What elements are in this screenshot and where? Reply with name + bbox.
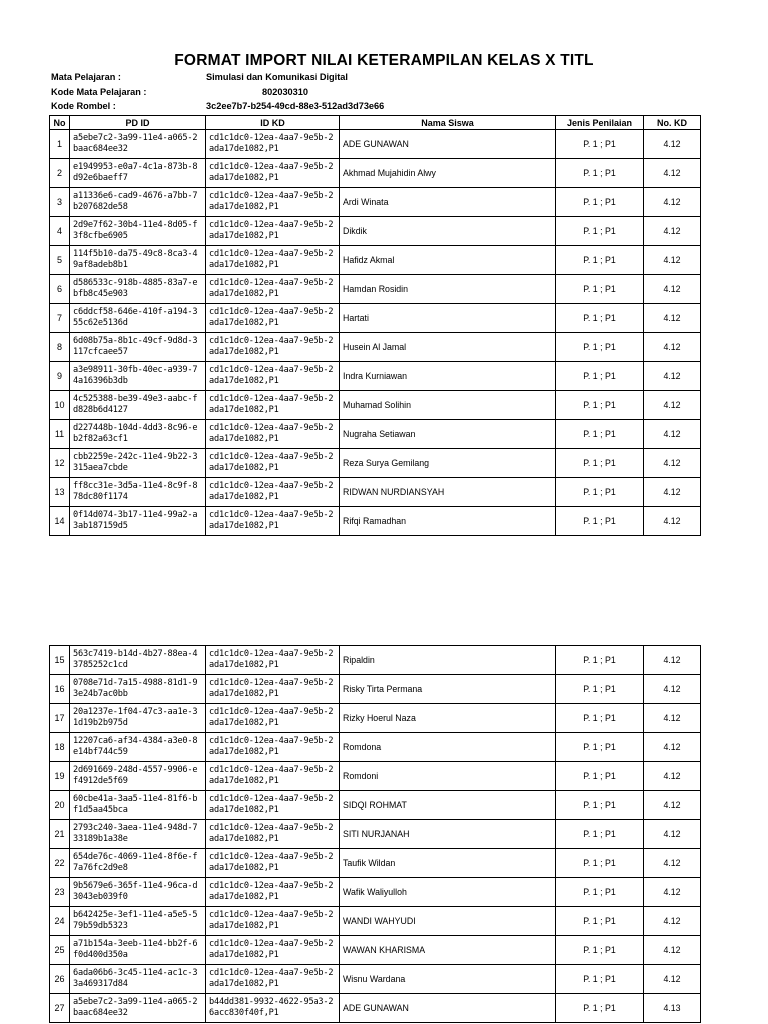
table-row bbox=[50, 130, 701, 159]
mapel-label: Mata Pelajaran : bbox=[51, 72, 121, 82]
nama-siswa-cell: ADE GUNAWAN bbox=[340, 994, 556, 1023]
pd-id-cell: 654de76c-4069-11e4-8f6e-f7a76fc2d9e8 bbox=[70, 849, 206, 878]
pd-id-cell: 563c7419-b14d-4b27-88ea-43785252c1cd bbox=[70, 646, 206, 675]
pd-id-cell: 6ada06b6-3c45-11e4-ac1c-33a469317d84 bbox=[70, 965, 206, 994]
nama-siswa-cell: Indra Kurniawan bbox=[340, 362, 556, 391]
no-kd-cell: 4.12 bbox=[644, 188, 701, 217]
id-kd-cell: cd1c1dc0-12ea-4aa7-9e5b-2ada17de1082,P1 bbox=[206, 420, 340, 449]
id-kd-cell: cd1c1dc0-12ea-4aa7-9e5b-2ada17de1082,P1 bbox=[206, 820, 340, 849]
no-kd-cell: 4.12 bbox=[644, 217, 701, 246]
id-kd-cell: cd1c1dc0-12ea-4aa7-9e5b-2ada17de1082,P1 bbox=[206, 275, 340, 304]
pd-id-cell: 6d08b75a-8b1c-49cf-9d8d-3117cfcaee57 bbox=[70, 333, 206, 362]
row-number: 9 bbox=[50, 362, 70, 391]
table-row bbox=[50, 820, 701, 849]
header-no-kd: No. KD bbox=[644, 116, 701, 130]
table-row bbox=[50, 159, 701, 188]
nama-siswa-cell: Husein Al Jamal bbox=[340, 333, 556, 362]
pd-id-cell: a71b154a-3eeb-11e4-bb2f-6f0d400d350a bbox=[70, 936, 206, 965]
table-row bbox=[50, 304, 701, 333]
row-number: 7 bbox=[50, 304, 70, 333]
row-number: 4 bbox=[50, 217, 70, 246]
jenis-penilaian-cell: P. 1 ; P1 bbox=[556, 304, 644, 333]
id-kd-cell: b44dd381-9932-4622-95a3-26acc830f40f,P1 bbox=[206, 994, 340, 1023]
no-kd-cell: 4.12 bbox=[644, 304, 701, 333]
pd-id-cell: a3e98911-30fb-40ec-a939-74a16396b3db bbox=[70, 362, 206, 391]
row-number: 23 bbox=[50, 878, 70, 907]
id-kd-cell: cd1c1dc0-12ea-4aa7-9e5b-2ada17de1082,P1 bbox=[206, 159, 340, 188]
jenis-penilaian-cell: P. 1 ; P1 bbox=[556, 965, 644, 994]
pd-id-cell: 2d9e7f62-30b4-11e4-8d05-f3f8cfbe6905 bbox=[70, 217, 206, 246]
no-kd-cell: 4.12 bbox=[644, 246, 701, 275]
pd-id-cell: d227448b-104d-4dd3-8c96-eb2f82a63cf1 bbox=[70, 420, 206, 449]
row-number: 20 bbox=[50, 791, 70, 820]
row-number: 12 bbox=[50, 449, 70, 478]
nama-siswa-cell: SIDQI ROHMAT bbox=[340, 791, 556, 820]
no-kd-cell: 4.12 bbox=[644, 275, 701, 304]
jenis-penilaian-cell: P. 1 ; P1 bbox=[556, 878, 644, 907]
row-number: 18 bbox=[50, 733, 70, 762]
nama-siswa-cell: Akhmad Mujahidin Alwy bbox=[340, 159, 556, 188]
no-kd-cell: 4.12 bbox=[644, 333, 701, 362]
nama-siswa-cell: Nugraha Setiawan bbox=[340, 420, 556, 449]
header-no: No bbox=[50, 116, 70, 130]
jenis-penilaian-cell: P. 1 ; P1 bbox=[556, 994, 644, 1023]
table-row bbox=[50, 275, 701, 304]
id-kd-cell: cd1c1dc0-12ea-4aa7-9e5b-2ada17de1082,P1 bbox=[206, 478, 340, 507]
id-kd-cell: cd1c1dc0-12ea-4aa7-9e5b-2ada17de1082,P1 bbox=[206, 733, 340, 762]
no-kd-cell: 4.12 bbox=[644, 878, 701, 907]
nama-siswa-cell: Rizky Hoerul Naza bbox=[340, 704, 556, 733]
jenis-penilaian-cell: P. 1 ; P1 bbox=[556, 188, 644, 217]
table-row bbox=[50, 907, 701, 936]
grades-table-page2 bbox=[49, 645, 701, 1023]
id-kd-cell: cd1c1dc0-12ea-4aa7-9e5b-2ada17de1082,P1 bbox=[206, 130, 340, 159]
table-row bbox=[50, 188, 701, 217]
nama-siswa-cell: Romdona bbox=[340, 733, 556, 762]
jenis-penilaian-cell: P. 1 ; P1 bbox=[556, 449, 644, 478]
id-kd-cell: cd1c1dc0-12ea-4aa7-9e5b-2ada17de1082,P1 bbox=[206, 849, 340, 878]
id-kd-cell: cd1c1dc0-12ea-4aa7-9e5b-2ada17de1082,P1 bbox=[206, 791, 340, 820]
id-kd-cell: cd1c1dc0-12ea-4aa7-9e5b-2ada17de1082,P1 bbox=[206, 188, 340, 217]
jenis-penilaian-cell: P. 1 ; P1 bbox=[556, 907, 644, 936]
kode-mapel-value: 802030310 bbox=[262, 87, 308, 97]
table-row bbox=[50, 246, 701, 275]
header-id-kd: ID KD bbox=[206, 116, 340, 130]
row-number: 25 bbox=[50, 936, 70, 965]
kode-rombel-value: 3c2ee7b7-b254-49cd-88e3-512ad3d73e66 bbox=[206, 101, 385, 111]
row-number: 26 bbox=[50, 965, 70, 994]
pd-id-cell: 12207ca6-af34-4384-a3e0-8e14bf744c59 bbox=[70, 733, 206, 762]
jenis-penilaian-cell: P. 1 ; P1 bbox=[556, 820, 644, 849]
jenis-penilaian-cell: P. 1 ; P1 bbox=[556, 936, 644, 965]
no-kd-cell: 4.12 bbox=[644, 907, 701, 936]
jenis-penilaian-cell: P. 1 ; P1 bbox=[556, 675, 644, 704]
jenis-penilaian-cell: P. 1 ; P1 bbox=[556, 478, 644, 507]
no-kd-cell: 4.12 bbox=[644, 762, 701, 791]
pd-id-cell: 4c525388-be39-49e3-aabc-fd828b6d4127 bbox=[70, 391, 206, 420]
no-kd-cell: 4.12 bbox=[644, 675, 701, 704]
row-number: 16 bbox=[50, 675, 70, 704]
table-row bbox=[50, 478, 701, 507]
nama-siswa-cell: Wafik Waliyulloh bbox=[340, 878, 556, 907]
jenis-penilaian-cell: P. 1 ; P1 bbox=[556, 704, 644, 733]
table-header-row bbox=[50, 116, 701, 130]
jenis-penilaian-cell: P. 1 ; P1 bbox=[556, 275, 644, 304]
table-row bbox=[50, 333, 701, 362]
table-row bbox=[50, 675, 701, 704]
row-number: 24 bbox=[50, 907, 70, 936]
table-row bbox=[50, 791, 701, 820]
no-kd-cell: 4.12 bbox=[644, 733, 701, 762]
nama-siswa-cell: Ripaldin bbox=[340, 646, 556, 675]
table-row bbox=[50, 849, 701, 878]
table-row bbox=[50, 507, 701, 536]
row-number: 27 bbox=[50, 994, 70, 1023]
pd-id-cell: d586533c-918b-4885-83a7-ebfb8c45e903 bbox=[70, 275, 206, 304]
mapel-value: Simulasi dan Komunikasi Digital bbox=[206, 72, 348, 82]
table-row bbox=[50, 217, 701, 246]
jenis-penilaian-cell: P. 1 ; P1 bbox=[556, 159, 644, 188]
pd-id-cell: 0708e71d-7a15-4988-81d1-93e24b7ac0bb bbox=[70, 675, 206, 704]
jenis-penilaian-cell: P. 1 ; P1 bbox=[556, 217, 644, 246]
pd-id-cell: a5ebe7c2-3a99-11e4-a065-2baac684ee32 bbox=[70, 994, 206, 1023]
row-number: 14 bbox=[50, 507, 70, 536]
nama-siswa-cell: ADE GUNAWAN bbox=[340, 130, 556, 159]
kode-mapel-label: Kode Mata Pelajaran : bbox=[51, 87, 147, 97]
no-kd-cell: 4.12 bbox=[644, 449, 701, 478]
nama-siswa-cell: Hafidz Akmal bbox=[340, 246, 556, 275]
row-number: 17 bbox=[50, 704, 70, 733]
id-kd-cell: cd1c1dc0-12ea-4aa7-9e5b-2ada17de1082,P1 bbox=[206, 907, 340, 936]
nama-siswa-cell: Hartati bbox=[340, 304, 556, 333]
row-number: 2 bbox=[50, 159, 70, 188]
no-kd-cell: 4.13 bbox=[644, 994, 701, 1023]
id-kd-cell: cd1c1dc0-12ea-4aa7-9e5b-2ada17de1082,P1 bbox=[206, 449, 340, 478]
table-row bbox=[50, 704, 701, 733]
id-kd-cell: cd1c1dc0-12ea-4aa7-9e5b-2ada17de1082,P1 bbox=[206, 762, 340, 791]
nama-siswa-cell: Muhamad Solihin bbox=[340, 391, 556, 420]
jenis-penilaian-cell: P. 1 ; P1 bbox=[556, 507, 644, 536]
nama-siswa-cell: WANDI WAHYUDI bbox=[340, 907, 556, 936]
nama-siswa-cell: Dikdik bbox=[340, 217, 556, 246]
pd-id-cell: 2d691669-248d-4557-9906-ef4912de5f69 bbox=[70, 762, 206, 791]
row-number: 13 bbox=[50, 478, 70, 507]
pd-id-cell: cbb2259e-242c-11e4-9b22-3315aea7cbde bbox=[70, 449, 206, 478]
table-row bbox=[50, 878, 701, 907]
no-kd-cell: 4.12 bbox=[644, 420, 701, 449]
nama-siswa-cell: Hamdan Rosidin bbox=[340, 275, 556, 304]
pd-id-cell: e1949953-e0a7-4c1a-873b-8d92e6baeff7 bbox=[70, 159, 206, 188]
table-row bbox=[50, 936, 701, 965]
no-kd-cell: 4.12 bbox=[644, 965, 701, 994]
no-kd-cell: 4.12 bbox=[644, 849, 701, 878]
header-pd-id: PD ID bbox=[70, 116, 206, 130]
row-number: 1 bbox=[50, 130, 70, 159]
table-body bbox=[50, 646, 701, 1023]
pd-id-cell: ff8cc31e-3d5a-11e4-8c9f-878dc80f1174 bbox=[70, 478, 206, 507]
pd-id-cell: a11336e6-cad9-4676-a7bb-7b207682de58 bbox=[70, 188, 206, 217]
row-number: 10 bbox=[50, 391, 70, 420]
id-kd-cell: cd1c1dc0-12ea-4aa7-9e5b-2ada17de1082,P1 bbox=[206, 304, 340, 333]
nama-siswa-cell: Reza Surya Gemilang bbox=[340, 449, 556, 478]
no-kd-cell: 4.12 bbox=[644, 936, 701, 965]
row-number: 6 bbox=[50, 275, 70, 304]
kode-rombel-label: Kode Rombel : bbox=[51, 101, 116, 111]
table-row bbox=[50, 449, 701, 478]
pd-id-cell: a5ebe7c2-3a99-11e4-a065-2baac684ee32 bbox=[70, 130, 206, 159]
id-kd-cell: cd1c1dc0-12ea-4aa7-9e5b-2ada17de1082,P1 bbox=[206, 507, 340, 536]
row-number: 3 bbox=[50, 188, 70, 217]
id-kd-cell: cd1c1dc0-12ea-4aa7-9e5b-2ada17de1082,P1 bbox=[206, 965, 340, 994]
table-row bbox=[50, 391, 701, 420]
jenis-penilaian-cell: P. 1 ; P1 bbox=[556, 420, 644, 449]
id-kd-cell: cd1c1dc0-12ea-4aa7-9e5b-2ada17de1082,P1 bbox=[206, 246, 340, 275]
nama-siswa-cell: Romdoni bbox=[340, 762, 556, 791]
jenis-penilaian-cell: P. 1 ; P1 bbox=[556, 246, 644, 275]
no-kd-cell: 4.12 bbox=[644, 159, 701, 188]
nama-siswa-cell: Taufik Wildan bbox=[340, 849, 556, 878]
nama-siswa-cell: RIDWAN NURDIANSYAH bbox=[340, 478, 556, 507]
jenis-penilaian-cell: P. 1 ; P1 bbox=[556, 791, 644, 820]
jenis-penilaian-cell: P. 1 ; P1 bbox=[556, 391, 644, 420]
nama-siswa-cell: Wisnu Wardana bbox=[340, 965, 556, 994]
jenis-penilaian-cell: P. 1 ; P1 bbox=[556, 733, 644, 762]
row-number: 15 bbox=[50, 646, 70, 675]
table-row bbox=[50, 420, 701, 449]
table-row bbox=[50, 646, 701, 675]
row-number: 11 bbox=[50, 420, 70, 449]
grades-table-page1 bbox=[49, 115, 701, 536]
row-number: 22 bbox=[50, 849, 70, 878]
id-kd-cell: cd1c1dc0-12ea-4aa7-9e5b-2ada17de1082,P1 bbox=[206, 217, 340, 246]
id-kd-cell: cd1c1dc0-12ea-4aa7-9e5b-2ada17de1082,P1 bbox=[206, 675, 340, 704]
jenis-penilaian-cell: P. 1 ; P1 bbox=[556, 646, 644, 675]
nama-siswa-cell: WAWAN KHARISMA bbox=[340, 936, 556, 965]
id-kd-cell: cd1c1dc0-12ea-4aa7-9e5b-2ada17de1082,P1 bbox=[206, 391, 340, 420]
no-kd-cell: 4.12 bbox=[644, 130, 701, 159]
page-title: FORMAT IMPORT NILAI KETERAMPILAN KELAS X TITL bbox=[174, 52, 594, 69]
nama-siswa-cell: Risky Tirta Permana bbox=[340, 675, 556, 704]
id-kd-cell: cd1c1dc0-12ea-4aa7-9e5b-2ada17de1082,P1 bbox=[206, 333, 340, 362]
table-row bbox=[50, 762, 701, 791]
id-kd-cell: cd1c1dc0-12ea-4aa7-9e5b-2ada17de1082,P1 bbox=[206, 646, 340, 675]
row-number: 19 bbox=[50, 762, 70, 791]
pd-id-cell: 114f5b10-da75-49c8-8ca3-49af8adeb8b1 bbox=[70, 246, 206, 275]
table-row bbox=[50, 733, 701, 762]
jenis-penilaian-cell: P. 1 ; P1 bbox=[556, 130, 644, 159]
no-kd-cell: 4.12 bbox=[644, 391, 701, 420]
table-row bbox=[50, 965, 701, 994]
pd-id-cell: 60cbe41a-3aa5-11e4-81f6-bf1d5aa45bca bbox=[70, 791, 206, 820]
jenis-penilaian-cell: P. 1 ; P1 bbox=[556, 362, 644, 391]
header-jenis-penilaian: Jenis Penilaian bbox=[556, 116, 644, 130]
pd-id-cell: b642425e-3ef1-11e4-a5e5-579b59db5323 bbox=[70, 907, 206, 936]
no-kd-cell: 4.12 bbox=[644, 791, 701, 820]
row-number: 5 bbox=[50, 246, 70, 275]
id-kd-cell: cd1c1dc0-12ea-4aa7-9e5b-2ada17de1082,P1 bbox=[206, 878, 340, 907]
pd-id-cell: 9b5679e6-365f-11e4-96ca-d3043eb039f0 bbox=[70, 878, 206, 907]
table-body bbox=[50, 130, 701, 536]
jenis-penilaian-cell: P. 1 ; P1 bbox=[556, 762, 644, 791]
header-nama-siswa: Nama Siswa bbox=[340, 116, 556, 130]
pd-id-cell: 0f14d074-3b17-11e4-99a2-a3ab187159d5 bbox=[70, 507, 206, 536]
no-kd-cell: 4.12 bbox=[644, 362, 701, 391]
nama-siswa-cell: SITI NURJANAH bbox=[340, 820, 556, 849]
table-row bbox=[50, 362, 701, 391]
jenis-penilaian-cell: P. 1 ; P1 bbox=[556, 333, 644, 362]
no-kd-cell: 4.12 bbox=[644, 704, 701, 733]
table-row bbox=[50, 994, 701, 1023]
id-kd-cell: cd1c1dc0-12ea-4aa7-9e5b-2ada17de1082,P1 bbox=[206, 936, 340, 965]
pd-id-cell: 2793c240-3aea-11e4-948d-733189b1a38e bbox=[70, 820, 206, 849]
nama-siswa-cell: Rifqi Ramadhan bbox=[340, 507, 556, 536]
id-kd-cell: cd1c1dc0-12ea-4aa7-9e5b-2ada17de1082,P1 bbox=[206, 704, 340, 733]
nama-siswa-cell: Ardi Winata bbox=[340, 188, 556, 217]
pd-id-cell: 20a1237e-1f04-47c3-aa1e-31d19b2b975d bbox=[70, 704, 206, 733]
row-number: 8 bbox=[50, 333, 70, 362]
no-kd-cell: 4.12 bbox=[644, 820, 701, 849]
jenis-penilaian-cell: P. 1 ; P1 bbox=[556, 849, 644, 878]
no-kd-cell: 4.12 bbox=[644, 507, 701, 536]
no-kd-cell: 4.12 bbox=[644, 478, 701, 507]
no-kd-cell: 4.12 bbox=[644, 646, 701, 675]
row-number: 21 bbox=[50, 820, 70, 849]
pd-id-cell: c6ddcf58-646e-410f-a194-355c62e5136d bbox=[70, 304, 206, 333]
id-kd-cell: cd1c1dc0-12ea-4aa7-9e5b-2ada17de1082,P1 bbox=[206, 362, 340, 391]
